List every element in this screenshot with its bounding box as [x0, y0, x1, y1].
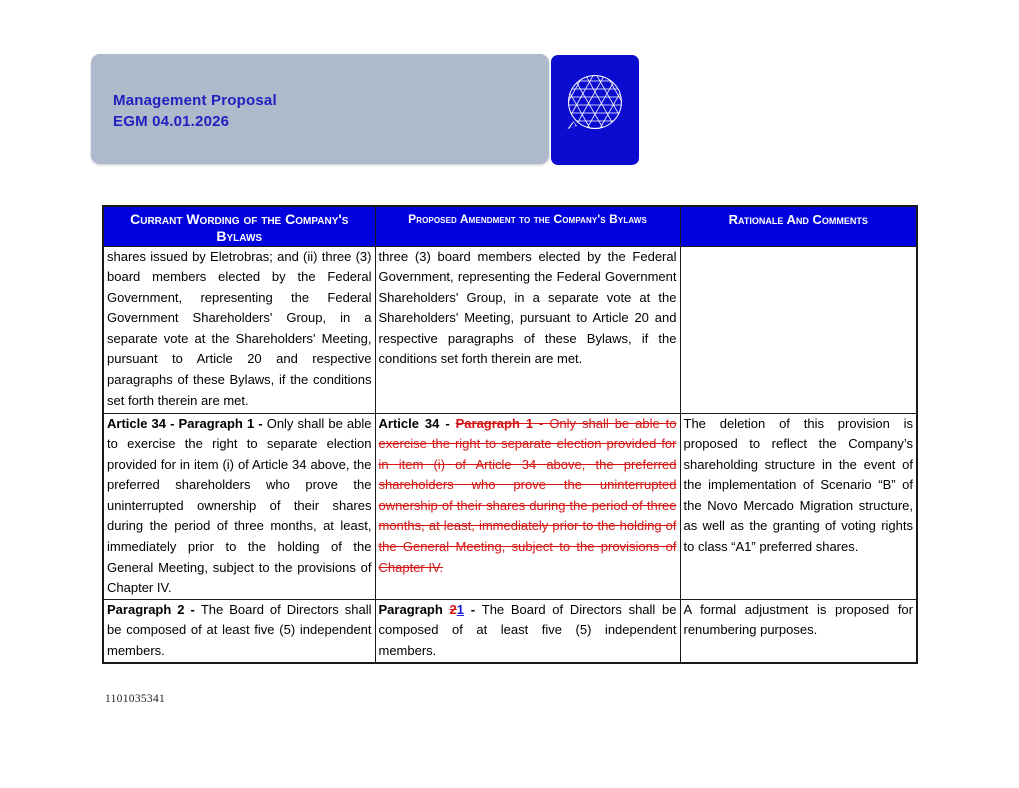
- cell-proposed-amendment: [375, 246, 680, 413]
- table-row: [103, 413, 917, 599]
- table-header-row: [103, 206, 917, 246]
- geodesic-sphere-icon: [551, 59, 639, 143]
- page-title-line1: Management Proposal: [113, 92, 277, 109]
- logo-brand-text: AXIA: [571, 182, 623, 199]
- page-title: [113, 90, 277, 132]
- table-row: [103, 246, 917, 413]
- text-segment: Paragraph 1: [455, 415, 534, 431]
- table-row: [103, 599, 917, 663]
- header-band: [91, 54, 549, 164]
- cell-current-wording: [103, 599, 375, 663]
- column-header-rationale: Rationale And Comments: [680, 206, 917, 246]
- cell-current-wording: [103, 413, 375, 599]
- text-segment: The deletion of this provision is proposed to reflect the Company’s shareholding structure in the event of the implementation of Scenario “B” of the Novo Mercado Migration structure, as well as the granting of voting rights to class “A1” preferred shares.: [683, 415, 913, 555]
- text-segment: Paragraph: [378, 601, 450, 617]
- text-segment: The Board of Directors shall be composed of at least five (5) independent members.: [378, 601, 677, 659]
- cell-current-wording: [103, 246, 375, 413]
- text-segment: 2: [449, 601, 457, 617]
- cell-rationale: [680, 413, 917, 599]
- page-title-line2: EGM 04.01.2026: [113, 113, 230, 130]
- text-segment: -: [464, 601, 482, 617]
- cell-rationale: [680, 599, 917, 663]
- bylaws-comparison-table: [102, 205, 918, 664]
- text-segment: Article 34 -: [378, 415, 456, 431]
- text-segment: shares issued by Eletrobras; and (ii) three (3) board members elected by the Federal Government, representing the Federal Government Shareholders' Group, in a separate vote at the Shareholders' Meeting, pursuant to Article 20 and respective paragraphs of these Bylaws, if the conditions set forth therein are met.: [107, 248, 372, 408]
- text-segment: Article 34 - Paragraph 1 -: [107, 415, 267, 431]
- text-segment: - Only shall be able to exercise the right to separate election provided for in item (i) of Article 34 above, the preferred shareholders who prove the uninterrupted ownership of their shares during the period of three months, at least, immediately prior to the holding of the General Meeting, subject to the provisions of Chapter IV.: [378, 415, 677, 575]
- column-header-current-wording: Currant Wording of the Company's Bylaws: [103, 206, 375, 246]
- column-header-proposed-amendment: Proposed Amendment to the Company's Bylaws: [375, 206, 680, 246]
- cell-rationale: [680, 246, 917, 413]
- text-segment: The Board of Directors shall be composed of at least five (5) independent members.: [107, 601, 372, 659]
- text-segment: three (3) board members elected by the Federal Government, representing the Federal Government Shareholders' Group, in a separate vote at the Shareholders' Meeting, pursuant to Article 20 and respective paragraphs of these Bylaws, if the conditions set forth therein are met.: [378, 248, 677, 367]
- text-segment: Only shall be able to exercise the right to separate election provided for in item (i) of Article 34 above, the preferred shareholders who prove the uninterrupted ownership of their shares during the period of three months, at least, immediately prior to the holding of the General Meeting, subject to the provisions of Chapter IV.: [107, 415, 372, 596]
- text-segment: 1: [456, 601, 464, 617]
- cell-proposed-amendment: [375, 599, 680, 663]
- cell-proposed-amendment: [375, 413, 680, 599]
- text-segment: Paragraph 2 -: [107, 601, 201, 617]
- logo-sub-text: ENERGIA: [570, 199, 623, 206]
- document-code: 1101035341: [105, 693, 166, 705]
- company-logo: [551, 55, 639, 206]
- text-segment: A formal adjustment is proposed for renumbering purposes.: [683, 601, 913, 638]
